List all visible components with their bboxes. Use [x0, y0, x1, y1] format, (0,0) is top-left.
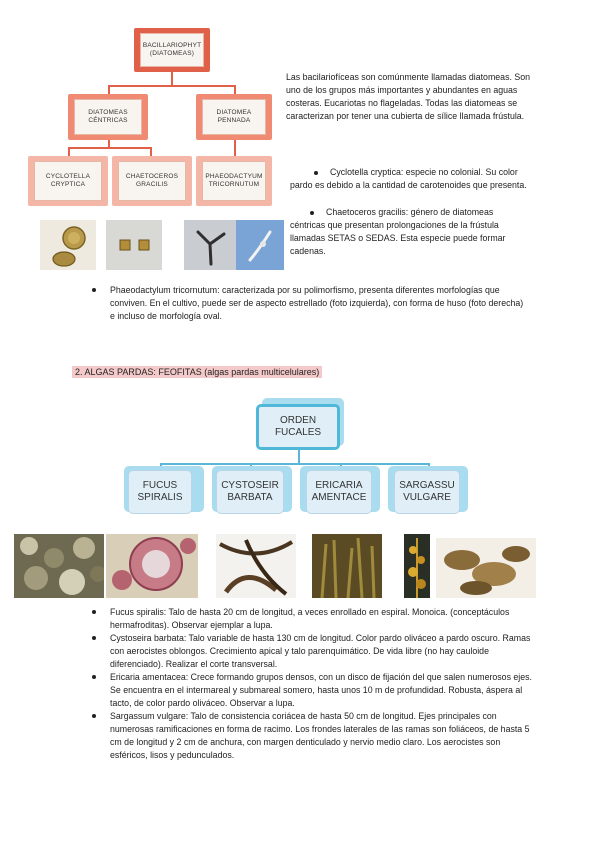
diagram-node-centricas-label: DIATOMEAS CÉNTRICAS [74, 99, 142, 135]
bullet-icon [310, 211, 314, 215]
photo-cyclotella [40, 220, 96, 270]
algae-sargassum-text: Sargassum vulgare: Talo de consistencia coriácea de hasta 50 cm de longitud. Ejes principales con numerosas ramificaciones en forma de racimo. Los frondes laterales de las ramas son foliáceos, de hasta 5 cm de longitud y 2 cm de anchura, con margen denticulado y nervio medio claro. Los aerocistes son esféricos, lisos y pedunculados. [110, 711, 530, 760]
list-item [90, 284, 530, 323]
sargassum-illustration [404, 534, 430, 598]
fucales-child-label: CYSTOSEIR BARBATA [221, 480, 279, 503]
list-item [90, 632, 534, 671]
photo-cystoseira-section [106, 534, 198, 598]
cyclotella-illustration [40, 220, 96, 270]
connector [234, 138, 236, 156]
photo-ericaria [312, 534, 382, 598]
connector [171, 70, 173, 86]
connector [298, 450, 300, 464]
algae-bullets [90, 606, 534, 762]
photo-sargassum-2 [436, 538, 536, 598]
intro-paragraph-text: Las bacilariofíceas son comúnmente llamadas diatomeas. Son uno de los grupos más importantes y abundantes en aguas costeras. Eucariotas no flageladas. Todas las diatomeas se caracterizan por tener una cubierta de sílice llamada frústula. [286, 72, 531, 121]
cystoseira-section-illustration [106, 534, 198, 598]
algae-ericaria-text: Ericaria amentacea: Crece formando grupos densos, con un disco de fijación del que salen numerosos ejes. Se encuentra en el intermareal y submareal somero, hasta unos 10 m de profundidad. Robusta, áspera al tacto, de color pardo oliváceo. Observar a lupa. [110, 672, 533, 708]
list-item [90, 710, 534, 762]
cystoseira-illustration [216, 534, 296, 598]
bullet-icon [314, 171, 318, 175]
chaetoceros-illustration [106, 220, 162, 270]
photo-chaetoceros [106, 220, 162, 270]
algae-list [90, 606, 534, 762]
fucales-child-label: FUCUS SPIRALIS [137, 480, 183, 503]
fucales-child-ericaria [306, 470, 372, 514]
diagram-node-phaeodactylum-label: PHAEODACTYUM TRICORNUTUM [202, 161, 266, 201]
fucales-child-label: SARGASSU VULGARE [399, 480, 455, 503]
connector [68, 147, 152, 149]
fucales-child-label: ERICARIA AMENTACE [311, 480, 367, 503]
bullet-cyclotella-text: Cyclotella cryptica: especie no colonial. Su color pardo es debido a la cantidad de carotenoides que presenta. [290, 167, 527, 190]
bullet-cyclotella [290, 166, 530, 192]
diagram-node-cyclotella [28, 156, 108, 206]
fucales-child-fucus [128, 470, 192, 514]
bullet-chaetoceros [290, 206, 530, 258]
ericaria-illustration [312, 534, 382, 598]
algae-fucus-text: Fucus spiralis: Talo de hasta 20 cm de longitud, a veces enrollado en espiral. Monoica. (conceptáculos hermafroditas). Observar ejemplar a lupa. [110, 607, 510, 630]
photo-sargassum-1 [404, 534, 430, 598]
fucales-root [256, 404, 340, 450]
photo-fucus [14, 534, 104, 598]
connector [108, 85, 236, 87]
phaeodactylum-spindle-illustration [236, 220, 284, 270]
phaeodactylum-list [90, 284, 530, 323]
sargassum-illustration [436, 538, 536, 598]
section-title-algas-pardas: 2. ALGAS PARDAS: FEOFITAS (algas pardas multicelulares) [72, 366, 322, 378]
diagram-node-pennada-label: DIATOMEA PENNADA [202, 99, 266, 135]
intro-paragraph [286, 71, 530, 123]
algae-cystoseira-text: Cystoseira barbata: Talo variable de hasta 130 cm de longitud. Color pardo oliváceo a pardo oscuro. Ramas con aerocistes oblongos. Crecimiento apical y talo parenquimático. De vida libre (no hay cauloide diferenciado). Realizar el corte transversal. [110, 633, 531, 669]
list-item [90, 606, 534, 632]
diagram-node-chaetoceros-label: CHAETOCEROS GRACILIS [118, 161, 186, 201]
phaeodactylum-star-illustration [184, 220, 236, 270]
fucales-root-label: ORDEN FUCALES [274, 415, 322, 438]
photo-cystoseira [216, 534, 296, 598]
diagram-node-chaetoceros [112, 156, 192, 206]
bullet-phaeodactylum [90, 284, 530, 323]
diagram-node-root-label: BACILLARIOPHYT (DIATOMEAS) [140, 33, 204, 67]
photo-phaeodactylum-spindle [236, 220, 284, 270]
bullet-phaeodactylum-text: Phaeodactylum tricornutum: caracterizada por su polimorfismo, presenta diferentes morfologías que conviven. En el cultivo, puede ser de aspecto estrellado (foto izquierda), con forma de huso (foto derecha) e incluso de morfología oval. [110, 285, 524, 321]
diagram-node-root [134, 28, 210, 72]
diagram-node-phaeodactylum [196, 156, 272, 206]
diagram-node-centricas [68, 94, 148, 140]
fucales-child-cystoseira [216, 470, 284, 514]
bullet-chaetoceros-text: Chaetoceros gracilis: género de diatomeas céntricas que presentan prolongaciones de la frústula llamadas SETAS o SEDAS. Esta especie puede formar cadenas. [290, 207, 506, 256]
fucus-illustration [14, 534, 104, 598]
photo-phaeodactylum-star [184, 220, 236, 270]
diagram-node-pennada [196, 94, 272, 140]
fucales-child-sargassum [394, 470, 460, 514]
list-item [90, 671, 534, 710]
diagram-node-cyclotella-label: CYCLOTELLA CRYPTICA [34, 161, 102, 201]
connector [160, 463, 430, 465]
